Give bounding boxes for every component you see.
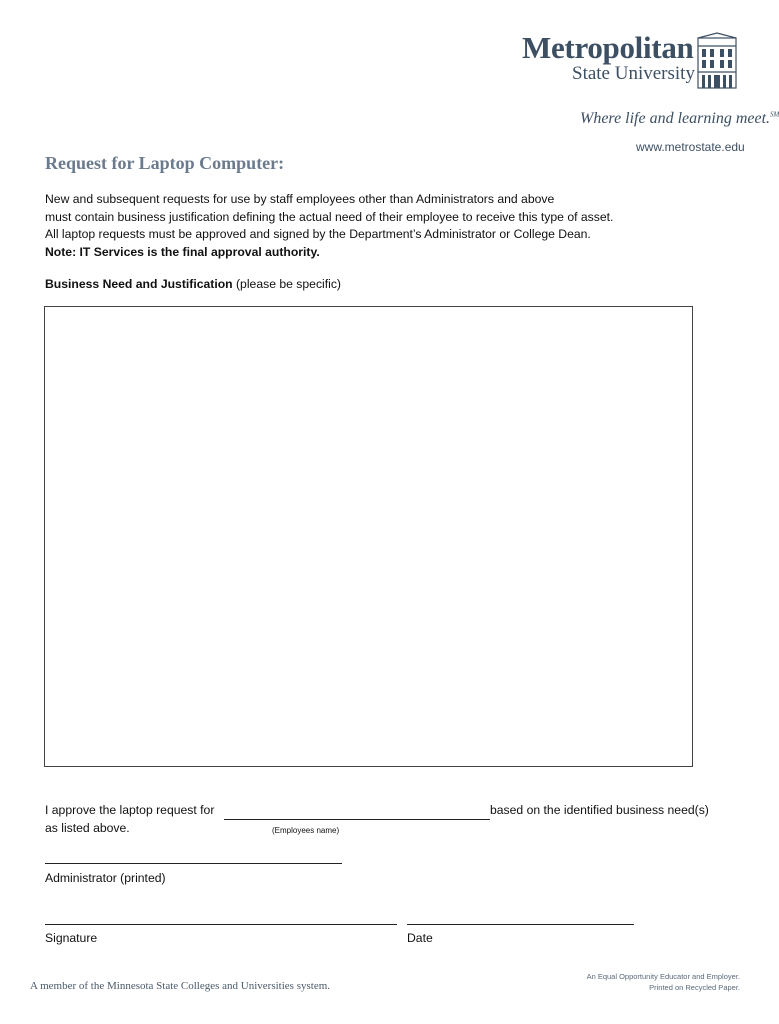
form-title: Request for Laptop Computer: — [45, 153, 285, 173]
intro-line: New and subsequent requests for use by staff employees other than Administrators and above — [45, 192, 555, 206]
note-text: : IT Services is the final approval authority. — [72, 244, 320, 259]
website-link[interactable]: www.metrostate.edu — [636, 140, 745, 154]
recycled-paper-text: Printed on Recycled Paper. — [649, 983, 740, 992]
approve-prefix: I approve the laptop request for — [45, 803, 215, 817]
date-field[interactable] — [407, 924, 634, 925]
note-line — [45, 244, 613, 262]
signature-label: Signature — [45, 931, 98, 945]
service-mark: SM — [770, 110, 779, 119]
intro-line: All laptop requests must be approved and signed by the Department’s Administrator or College Dean. — [45, 227, 591, 241]
footer-notice — [587, 971, 740, 993]
logo-name: Metropolitan — [522, 30, 694, 65]
approve-suffix: based on the identified business need(s) — [490, 803, 709, 817]
employee-name-caption: (Employees name) — [272, 826, 340, 835]
intro-line: must contain business justification defining the actual need of their employee to receive this type of asset. — [45, 209, 614, 224]
signature-field[interactable] — [45, 924, 397, 925]
note-label: Note — [45, 244, 73, 259]
section-heading: Business Need and Justification (please be specific) — [45, 277, 341, 291]
intro-paragraph — [45, 191, 613, 261]
tagline: Where life and learning meet.℠ — [580, 110, 779, 127]
footer-member-text: A member of the Minnesota State Colleges and Universities system. — [30, 980, 331, 992]
logo-subtitle: State University — [572, 63, 695, 84]
date-label: Date — [407, 931, 433, 945]
approve-line-2: as listed above. — [45, 821, 130, 835]
equal-opportunity-text: An Equal Opportunity Educator and Employer. — [586, 972, 740, 981]
justification-text-area[interactable] — [44, 306, 693, 767]
administrator-name-field[interactable] — [45, 863, 342, 864]
university-building-logo — [692, 32, 742, 90]
employee-name-field[interactable] — [224, 819, 490, 820]
administrator-label: Administrator (printed) — [45, 871, 166, 885]
